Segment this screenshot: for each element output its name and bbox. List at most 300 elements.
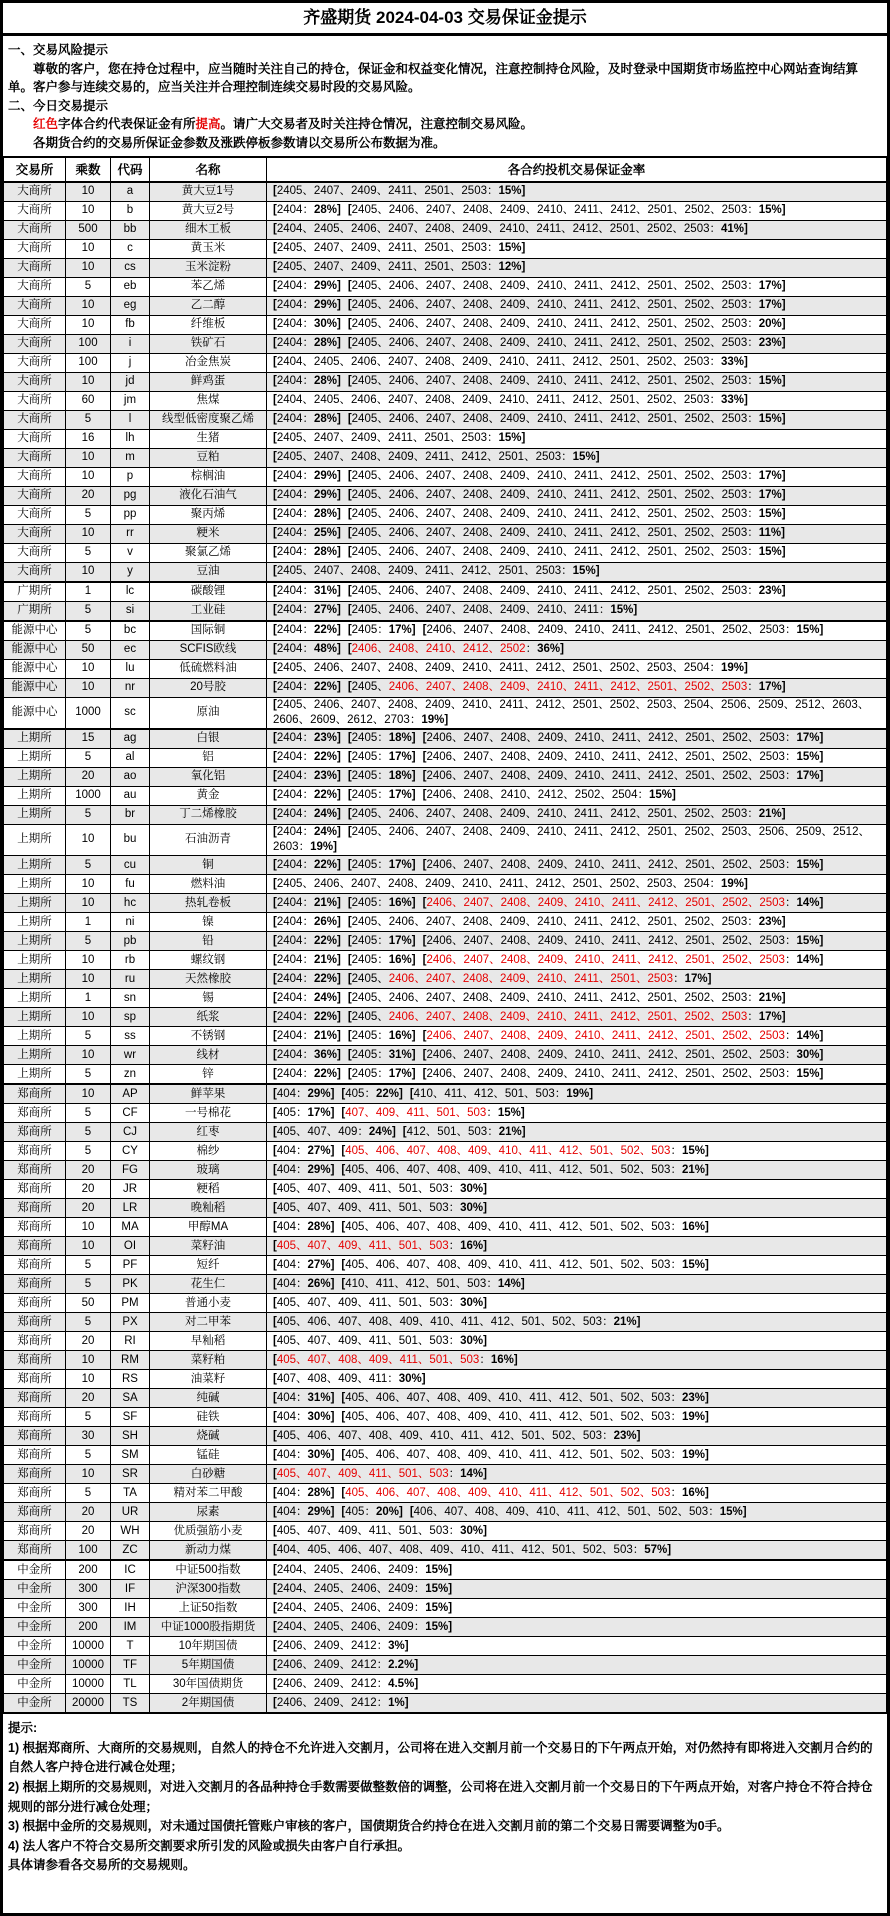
contracts-normal: 2405、2406、2407、2408、2409、2410、2411、2412、2501、2502、2503 [351, 469, 748, 482]
rate-group [348, 681, 786, 693]
open-bracket: [ [273, 336, 277, 349]
close-bracket: ] [336, 915, 341, 928]
multiplier-cell: 50 [66, 640, 111, 659]
open-bracket: [ [422, 1029, 427, 1042]
code-cell: RM [111, 1351, 150, 1370]
close-bracket: ] [560, 642, 564, 655]
rate-group [273, 1240, 487, 1252]
open-bracket: [ [273, 355, 277, 368]
close-bracket: ] [819, 1048, 824, 1061]
code-cell: TS [111, 1694, 150, 1714]
rate-group [273, 394, 748, 406]
multiplier-cell: 5 [66, 410, 111, 429]
open-bracket: [ [273, 1029, 277, 1042]
code-cell: c [111, 239, 150, 258]
rate-group [273, 1678, 418, 1690]
open-bracket: [ [409, 1505, 414, 1518]
rate-value: 15% [796, 623, 820, 636]
code-cell: sc [111, 697, 150, 729]
open-bracket: [ [273, 808, 277, 821]
product-name-cell: 黄大豆2号 [150, 201, 267, 220]
close-bracket: ] [411, 751, 416, 764]
open-bracket: [ [273, 1087, 277, 1100]
margin-rates-cell [267, 1618, 887, 1637]
contracts-normal: 2405、2406、2407、2408、2409、2410、2411、2412、2501、2502、2503、2504、2506、2509、2512、2603、2606、2609、2612、2703 [273, 698, 870, 726]
exchange-cell: 郑商所 [4, 1541, 66, 1561]
code-cell: PM [111, 1294, 150, 1313]
exchange-cell: 中金所 [4, 1560, 66, 1580]
table-row [4, 1446, 887, 1465]
rate-colon: ： [670, 1391, 682, 1404]
product-name-cell: 热轧卷板 [150, 894, 267, 913]
product-name-cell: 油菜籽 [150, 1370, 267, 1389]
rate-group [273, 751, 341, 763]
close-bracket: ] [781, 412, 786, 425]
contracts-normal: 2404 [276, 1048, 303, 1061]
margin-rates-cell [267, 220, 887, 239]
contracts-raised: 405、407、409、411、501、503 [276, 1467, 449, 1480]
exchange-cell: 大商所 [4, 429, 66, 448]
rate-colon: ： [296, 1087, 308, 1100]
rate-group [273, 470, 341, 482]
open-bracket: [ [273, 279, 277, 292]
rate-group [273, 1621, 452, 1633]
contracts-normal: 2404 [276, 469, 303, 482]
rate-colon: ： [296, 1448, 308, 1461]
product-name-cell: 普通小麦 [150, 1294, 267, 1313]
rate-value: 17% [796, 732, 820, 745]
table-row [4, 258, 887, 277]
table-row [4, 1599, 887, 1618]
rate-colon: ： [670, 1144, 682, 1157]
contracts-normal: 404 [276, 1391, 297, 1404]
code-cell: TL [111, 1675, 150, 1694]
rate-group [273, 1088, 334, 1100]
exchange-cell: 郑商所 [4, 1427, 66, 1446]
rate-colon: ： [296, 1258, 308, 1271]
notes-section [3, 1714, 887, 1876]
rate-group [273, 223, 748, 235]
table-row [4, 856, 887, 875]
close-bracket: ] [521, 1125, 526, 1138]
product-name-cell: 优质强筋小麦 [150, 1522, 267, 1541]
exchange-cell: 大商所 [4, 410, 66, 429]
rate-value: 28% [313, 374, 337, 387]
table-row [4, 1332, 887, 1351]
contracts-normal: 2405、2407、2409、2411、2501、2503 [276, 241, 487, 254]
note-item-4: 4) 法人客户不符合交易所交割要求所引发的风险或损失由客户自行承担。 [8, 1838, 411, 1853]
rate-colon: ： [709, 222, 721, 235]
exchange-cell: 郑商所 [4, 1522, 66, 1541]
close-bracket: ] [483, 1334, 487, 1347]
rate-group [273, 1411, 334, 1423]
multiplier-cell: 200 [66, 1560, 111, 1580]
code-cell: UR [111, 1503, 150, 1522]
rate-value: 4.5% [388, 1677, 415, 1690]
close-bracket: ] [742, 1505, 747, 1518]
rate-colon: ： [784, 1067, 797, 1080]
margin-rates-cell [267, 353, 887, 372]
multiplier-cell: 5 [66, 1275, 111, 1294]
table-row [4, 1503, 887, 1522]
rate-group [273, 1145, 334, 1157]
open-bracket: [ [341, 1486, 346, 1499]
rate-colon: ： [486, 1106, 498, 1119]
rate-value: 17% [388, 789, 412, 802]
product-name-cell: 棉纱 [150, 1142, 267, 1161]
multiplier-cell: 10 [66, 951, 111, 970]
close-bracket: ] [781, 317, 786, 330]
rate-value: 21% [498, 1125, 522, 1138]
open-bracket: [ [273, 298, 277, 311]
code-cell: ni [111, 913, 150, 932]
product-name-cell: 30年国债期货 [150, 1675, 267, 1694]
exchange-cell: 上期所 [4, 805, 66, 824]
open-bracket: [ [341, 1505, 346, 1518]
rate-value: 19% [681, 1448, 705, 1461]
rate-value: 31% [388, 1048, 412, 1061]
rate-colon: ： [302, 469, 314, 482]
code-cell: cu [111, 856, 150, 875]
contracts-normal: 2405、2406、2407、2408、2409、2410、2411、2412、2501、2502、2503 [351, 317, 748, 330]
open-bracket: [ [273, 1048, 277, 1061]
rate-value: 17% [758, 298, 782, 311]
contracts-normal: 2406、2407、2408、2409、2410、2411、2412、2501、2502、2503 [426, 732, 785, 745]
exchange-cell: 郑商所 [4, 1180, 66, 1199]
multiplier-cell: 20 [66, 1161, 111, 1180]
rate-value: 23% [758, 915, 782, 928]
code-cell: ss [111, 1027, 150, 1046]
close-bracket: ] [336, 203, 341, 216]
code-cell: FG [111, 1161, 150, 1180]
open-bracket: [ [422, 751, 427, 764]
code-cell: IC [111, 1560, 150, 1580]
rate-colon: ： [637, 789, 649, 802]
rate-group [348, 604, 637, 616]
code-cell: PX [111, 1313, 150, 1332]
code-cell: eb [111, 277, 150, 296]
multiplier-cell: 10 [66, 1084, 111, 1104]
margin-rates-cell [267, 1370, 887, 1389]
rate-group [273, 242, 525, 254]
table-row [4, 505, 887, 524]
rate-colon: ： [747, 808, 759, 821]
code-cell: lc [111, 582, 150, 602]
exchange-cell: 郑商所 [4, 1123, 66, 1142]
margin-rates-cell [267, 1199, 887, 1218]
rate-value: 19% [721, 877, 745, 890]
table-row [4, 1351, 887, 1370]
exchange-cell: 郑商所 [4, 1104, 66, 1123]
exchange-cell: 中金所 [4, 1637, 66, 1656]
close-bracket: ] [819, 751, 824, 764]
multiplier-cell: 15 [66, 729, 111, 749]
rate-group [273, 1659, 418, 1671]
rate-group [273, 1392, 334, 1404]
contracts-normal: 2405、2406、2407、2408、2409、2410、2411、2412、2501、2502、2503 [351, 374, 748, 387]
exchange-cell: 郑商所 [4, 1218, 66, 1237]
rate-value: 18% [388, 770, 412, 783]
rate-group [348, 413, 786, 425]
multiplier-cell: 5 [66, 748, 111, 767]
exchange-cell: 郑商所 [4, 1237, 66, 1256]
rate-value: 23% [313, 770, 337, 783]
multiplier-cell: 5 [66, 1256, 111, 1275]
code-cell: y [111, 562, 150, 582]
contracts-normal: 2406、2409、2412 [276, 1696, 377, 1709]
rate-colon: ： [296, 1106, 308, 1119]
open-bracket: [ [273, 1696, 277, 1709]
rate-colon: ： [377, 1029, 389, 1042]
rate-colon: ： [296, 1486, 308, 1499]
open-bracket: [ [422, 858, 427, 871]
contracts-normal: 2406、2407、2408、2409、2410、2411、2412、2501、2502、2503 [426, 858, 785, 871]
product-name-cell: 工业硅 [150, 601, 267, 621]
close-bracket: ] [336, 751, 341, 764]
exchange-cell: 郑商所 [4, 1370, 66, 1389]
close-bracket: ] [744, 877, 748, 890]
open-bracket: [ [347, 732, 352, 745]
table-row [4, 1522, 887, 1541]
close-bracket: ] [705, 1163, 709, 1176]
margin-rates-cell [267, 1218, 887, 1237]
rate-value: 14% [796, 953, 820, 966]
margin-rates-cell [267, 1084, 887, 1104]
risk-section-title: 一、交易风险提示 [8, 43, 109, 57]
rate-value: 29% [313, 279, 337, 292]
rate-group [348, 585, 786, 597]
open-bracket: [ [341, 1163, 346, 1176]
notes-footer: 具体请参看各交易所的交易规则。 [8, 1858, 196, 1873]
open-bracket: [ [273, 698, 277, 711]
close-bracket: ] [336, 279, 341, 292]
rate-colon: ： [376, 1677, 389, 1690]
product-name-cell: 碳酸锂 [150, 582, 267, 602]
margin-rates-cell [267, 1313, 887, 1332]
margin-rates-cell [267, 640, 887, 659]
product-name-cell: 黄玉米 [150, 239, 267, 258]
exchange-cell: 中金所 [4, 1599, 66, 1618]
exchange-cell: 大商所 [4, 182, 66, 202]
rate-colon: ： [747, 680, 759, 693]
code-cell: IF [111, 1580, 150, 1599]
rate-colon: ： [784, 953, 797, 966]
close-bracket: ] [819, 770, 824, 783]
rate-colon: ： [784, 1029, 797, 1042]
open-bracket: [ [273, 1182, 277, 1195]
code-cell: PK [111, 1275, 150, 1294]
rate-value: 30% [313, 317, 337, 330]
rate-colon: ： [298, 841, 311, 854]
multiplier-cell: 5 [66, 277, 111, 296]
multiplier-cell: 5 [66, 1484, 111, 1503]
rate-group [273, 916, 341, 928]
open-bracket: [ [347, 203, 352, 216]
close-bracket: ] [667, 1543, 672, 1556]
contracts-normal: 2405、2406、2407、2408、2409、2410、2411、2412、2501、2502、2503、2504 [276, 877, 710, 890]
rate-value: 15% [498, 431, 522, 444]
multiplier-cell: 10 [66, 1465, 111, 1484]
close-bracket: ] [521, 241, 526, 254]
contracts-normal: 2405 [351, 770, 378, 783]
close-bracket: ] [336, 317, 341, 330]
rate-value: 23% [313, 732, 337, 745]
red-raised-word: 提高 [195, 117, 221, 132]
margin-rates-cell [267, 1161, 887, 1180]
product-name-cell: 黄金 [150, 786, 267, 805]
multiplier-cell: 10 [66, 372, 111, 391]
header-name: 名称 [150, 157, 267, 182]
contracts-normal: 2404 [276, 545, 303, 558]
rate-group [273, 954, 341, 966]
rate-value: 15% [758, 507, 782, 520]
exchange-cell: 上期所 [4, 786, 66, 805]
contracts-normal: 2404 [276, 915, 303, 928]
contracts-raised: 2406、2408、2410、2412、2502 [351, 642, 526, 655]
margin-rates-cell [267, 1180, 887, 1199]
rate-colon: ： [302, 412, 314, 425]
multiplier-cell: 20 [66, 486, 111, 505]
contracts-normal: 2405 [351, 896, 378, 909]
multiplier-cell: 20 [66, 1199, 111, 1218]
product-name-cell: 白砂糖 [150, 1465, 267, 1484]
product-name-cell: 花生仁 [150, 1275, 267, 1294]
rate-group [348, 808, 786, 820]
open-bracket: [ [273, 260, 277, 273]
rate-group [348, 770, 416, 782]
open-bracket: [ [273, 1010, 277, 1023]
close-bracket: ] [336, 858, 341, 871]
exchange-cell: 大商所 [4, 543, 66, 562]
rate-colon: ： [525, 642, 538, 655]
margin-rates-cell [267, 805, 887, 824]
code-cell: l [111, 410, 150, 429]
rate-group [423, 935, 824, 947]
rate-colon: ： [747, 526, 759, 539]
rate-group [273, 261, 525, 273]
rate-value: 15% [681, 1258, 705, 1271]
code-cell: pg [111, 486, 150, 505]
rate-group [273, 1164, 334, 1176]
note-item-3: 3) 根据中金所的交易规则，对未通过国债托管账户审核的客户，国债期货合约持仓在进入交割月前的第二个交易日需要调整为0手。 [8, 1819, 730, 1834]
rate-value: 21% [313, 1029, 337, 1042]
margin-rates-cell [267, 1694, 887, 1714]
close-bracket: ] [330, 1277, 335, 1290]
rate-value: 1% [388, 1696, 405, 1709]
rate-group [348, 789, 416, 801]
contracts-normal: 2405、2407、2409、2411、2501、2503 [276, 431, 487, 444]
rate-value: 17% [388, 934, 412, 947]
multiplier-cell: 100 [66, 1541, 111, 1561]
rate-colon: ： [747, 488, 759, 501]
rate-colon: ： [377, 770, 389, 783]
contracts-normal: 412、501、503 [406, 1125, 488, 1138]
product-name-cell: 纯碱 [150, 1389, 267, 1408]
rate-colon: ： [302, 336, 314, 349]
multiplier-cell: 10 [66, 1351, 111, 1370]
code-cell: fu [111, 875, 150, 894]
contracts-raised: 2406、2407、2408、2409、2410、2411、2412、2501、2502、2503 [426, 953, 785, 966]
contracts-normal: 404 [276, 1220, 297, 1233]
code-cell: m [111, 448, 150, 467]
rate-colon: ： [302, 374, 314, 387]
code-cell: TF [111, 1656, 150, 1675]
open-bracket: [ [273, 915, 277, 928]
open-bracket: [ [273, 1315, 277, 1328]
rate-group [273, 789, 341, 801]
multiplier-cell: 5 [66, 856, 111, 875]
product-name-cell: 2年期国债 [150, 1694, 267, 1714]
open-bracket: [ [347, 488, 352, 501]
rate-value: 14% [460, 1467, 484, 1480]
rate-value: 15% [758, 545, 782, 558]
rate-colon: ： [487, 1125, 499, 1138]
exchange-cell: 上期所 [4, 970, 66, 989]
rate-value: 21% [313, 896, 337, 909]
product-name-cell: 石油沥青 [150, 824, 267, 855]
rate-group [273, 356, 748, 368]
contracts-normal: 2404 [276, 642, 303, 655]
open-bracket: [ [273, 1220, 277, 1233]
exchange-cell: 上期所 [4, 894, 66, 913]
rate-group [273, 204, 341, 216]
close-bracket: ] [330, 1505, 335, 1518]
rate-group [341, 1107, 524, 1119]
close-bracket: ] [330, 1087, 335, 1100]
multiplier-cell: 1 [66, 989, 111, 1008]
product-name-cell: 国际铜 [150, 621, 267, 641]
rate-colon: ： [377, 896, 389, 909]
contracts-normal: 405、406、407、408、409、410、411、412、501、502、503 [276, 1315, 603, 1328]
exchange-cell: 大商所 [4, 524, 66, 543]
rate-group [273, 1487, 334, 1499]
code-cell: cs [111, 258, 150, 277]
rate-colon: ： [377, 953, 389, 966]
code-cell: SA [111, 1389, 150, 1408]
margin-rates-cell [267, 621, 887, 641]
open-bracket: [ [422, 789, 427, 802]
close-bracket: ] [781, 680, 786, 693]
rate-group [423, 897, 824, 909]
contracts-normal: 404 [276, 1144, 297, 1157]
close-bracket: ] [636, 1429, 641, 1442]
contracts-normal: 2406、2409、2412 [276, 1639, 377, 1652]
rate-colon: ： [302, 1029, 314, 1042]
margin-rates-cell [267, 601, 887, 621]
close-bracket: ] [336, 934, 341, 947]
close-bracket: ] [781, 808, 786, 821]
multiplier-cell: 5 [66, 932, 111, 951]
table-row [4, 1484, 887, 1503]
rate-group [273, 1011, 341, 1023]
rate-group [348, 337, 786, 349]
rate-value: 16% [681, 1486, 705, 1499]
contracts-normal: 2405 [351, 732, 378, 745]
exchange-cell: 中金所 [4, 1694, 66, 1714]
close-bracket: ] [819, 896, 824, 909]
close-bracket: ] [330, 1448, 335, 1461]
close-bracket: ] [411, 732, 416, 745]
contracts-raised: 405、407、409、411、501、503 [276, 1239, 449, 1252]
open-bracket: [ [273, 584, 277, 597]
params-notice-line: 各期货合约的交易所保证金参数及涨跌停板参数请以交易所公布数据为准。 [33, 135, 446, 150]
multiplier-cell: 30 [66, 1427, 111, 1446]
rate-colon: ： [670, 1486, 682, 1499]
contracts-raised: 2406、2407、2408、2409、2410、2411、2412、2501、2502、2503 [388, 1010, 748, 1023]
product-name-cell: 精对苯二甲酸 [150, 1484, 267, 1503]
code-cell: ao [111, 767, 150, 786]
rate-group [273, 992, 341, 1004]
